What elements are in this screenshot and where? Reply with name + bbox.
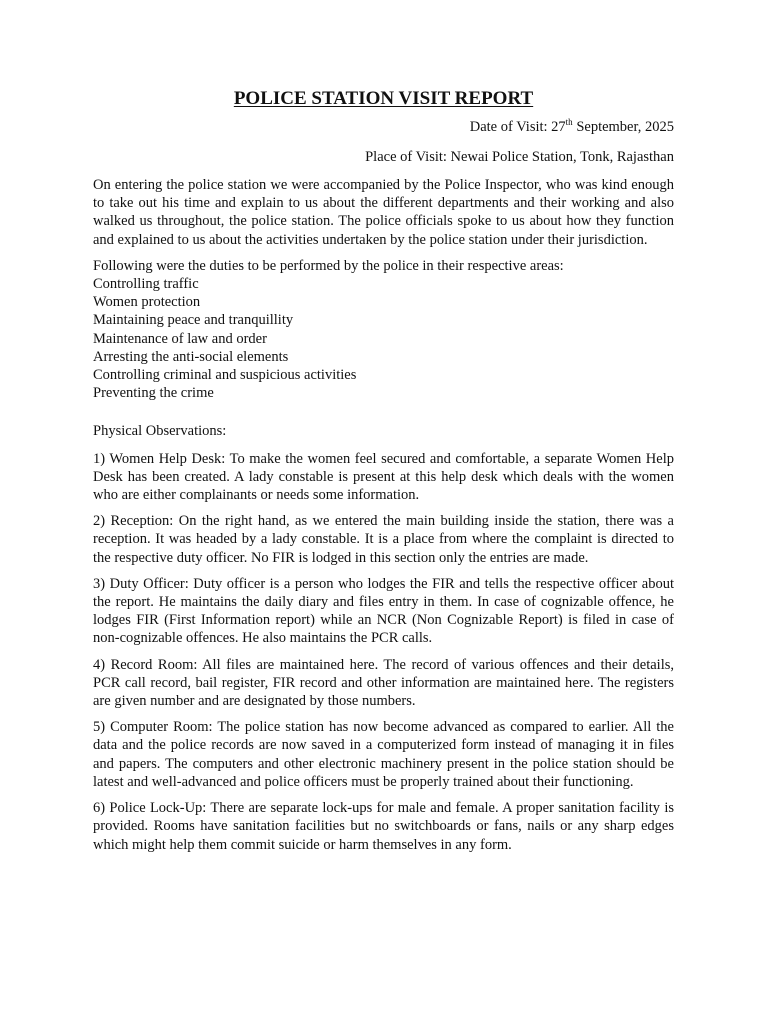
observation-reception: 2) Reception: On the right hand, as we entered the main building inside the station, there was a reception. It was headed by a lady constable. It is a place from where the complaint is directed to the respective duty officer. No FIR is lodged in this section only the entries are made.: [93, 513, 674, 566]
duties-intro: Following were the duties to be performed by the police in their respective areas:: [93, 257, 564, 274]
duty-item: Maintenance of law and order: [93, 330, 267, 347]
visit-place: Place of Visit: Newai Police Station, Tonk, Rajasthan: [365, 149, 674, 165]
duty-item: Arresting the anti-social elements: [93, 348, 289, 365]
duty-item: Controlling traffic: [93, 276, 199, 293]
duty-item: Maintaining peace and tranquillity: [93, 312, 294, 329]
duties-list: [93, 275, 674, 402]
observation-duty-officer: 3) Duty Officer: Duty officer is a person who lodges the FIR and tells the respective officer about the report. He maintains the daily diary and files entry in them. In case of cognizable offence, he lodges FIR (First Information report) while an NCR (Non Cognizable Report) is filed in case of non-cognizable offences. He also maintains the PCR calls.: [93, 575, 674, 647]
duty-item: Preventing the crime: [93, 385, 214, 402]
observation-police-lockup: 6) Police Lock-Up: There are separate lock-ups for male and female. A proper sanitation facility is provided. Rooms have sanitation facilities but no switchboards or fans, nails or any sharp edges which might help them commit suicide or harm themselves in any form.: [93, 800, 674, 853]
intro-paragraph: On entering the police station we were accompanied by the Police Inspector, who was kind enough to take out his time and explain to us about the different departments and their working and also walked us throughout, the police station. The police officials spoke to us about how they function and explained to us about the activities undertaken by the police station under their jurisdiction.: [93, 177, 674, 248]
visit-date-suffix: th: [565, 117, 573, 127]
visit-date: [93, 118, 674, 136]
visit-date-rest: September, 2025: [572, 119, 674, 135]
duty-item: Controlling criminal and suspicious activities: [93, 367, 357, 384]
visit-date-label: Date of Visit: 27: [469, 119, 566, 135]
report-title: POLICE STATION VISIT REPORT: [233, 88, 534, 109]
observation-women-help-desk: 1) Women Help Desk: To make the women feel secured and comfortable, a separate Women Help Desk has been created. A lady constable is present at this help desk which deals with the women who are either complainants or needs some information.: [93, 450, 674, 504]
observations-heading: Physical Observations:: [93, 423, 227, 440]
observation-computer-room: 5) Computer Room: The police station has now become advanced as compared to earlier. All the data and the police records are now saved in a computerized form instead of managing it in files and papers. The computers and other electronic machinery present in the police station should be latest and well-advanced and police officers must be properly trained about their functioning.: [93, 719, 674, 790]
observation-record-room: 4) Record Room: All files are maintained here. The record of various offences and their details, PCR call record, bail register, FIR record and other information are maintained here. The registers are given number and are designated by those numbers.: [93, 656, 674, 710]
duty-item: Women protection: [93, 294, 201, 311]
